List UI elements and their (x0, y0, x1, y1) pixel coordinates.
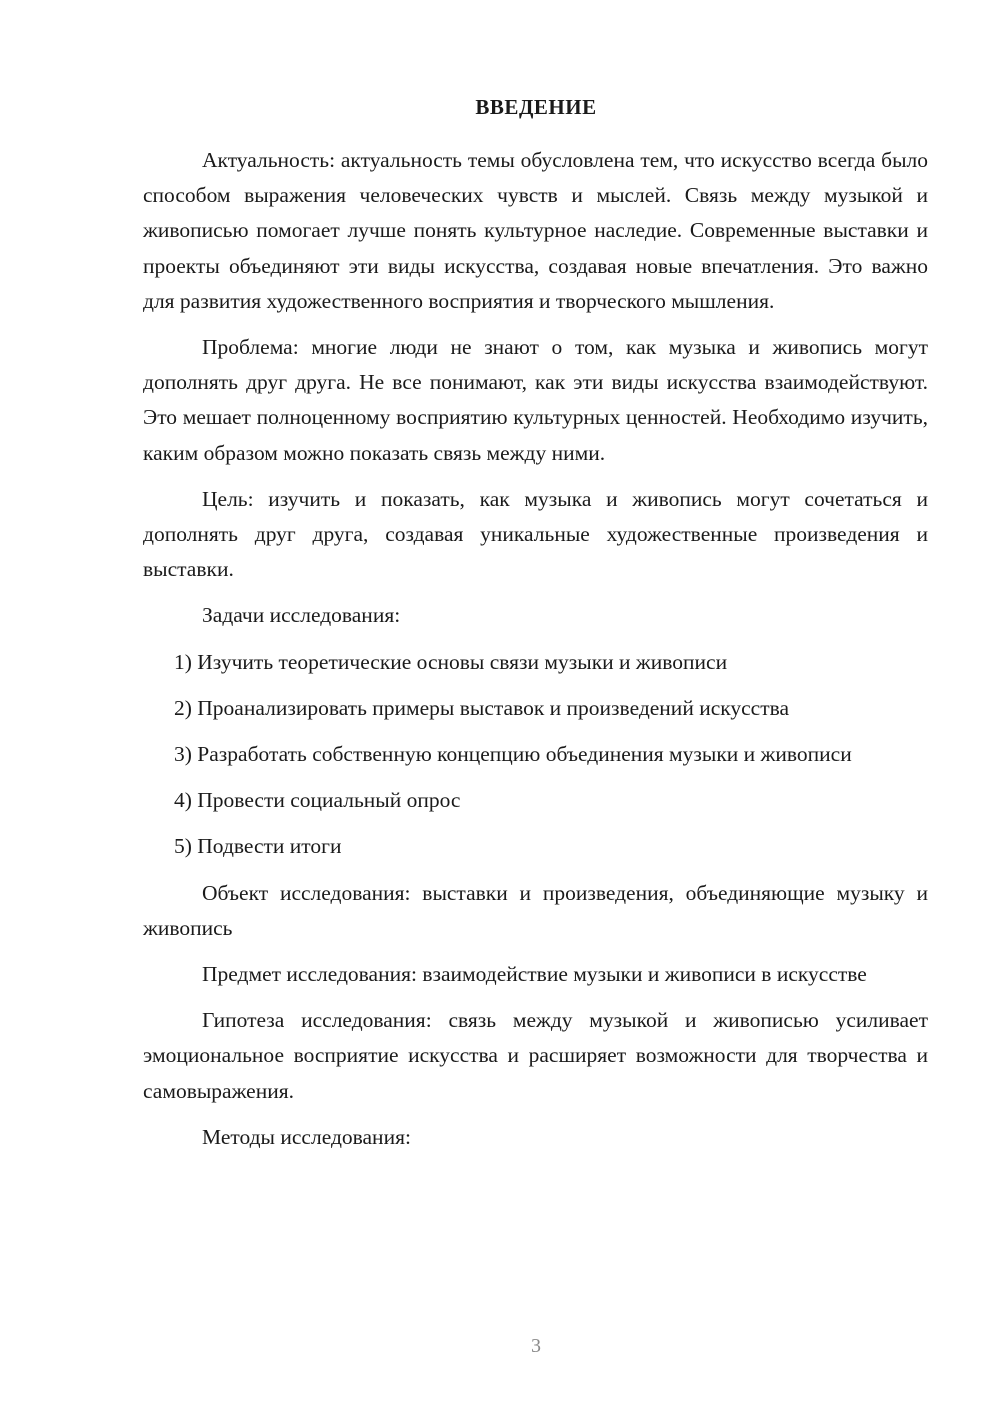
task-item-5: 5) Подвести итоги (174, 834, 342, 859)
task-item-4: 4) Провести социальный опрос (174, 788, 461, 813)
task-item-2: 2) Проанализировать примеры выставок и произведений искусства (174, 695, 790, 720)
section-heading: ВВЕДЕНИЕ (475, 95, 597, 119)
paragraph-object: Объект исследования: выставки и произведения, объединяющие музыку и живопись (143, 880, 928, 940)
task-item-3: 3) Разработать собственную концепцию объединения музыки и живописи (174, 742, 852, 767)
paragraph-hypothesis: Гипотеза исследования: связь между музыкой и живописью усиливает эмоциональное восприятие искусства и расширяет возможности для творчества и самовыражения. (143, 1008, 928, 1103)
paragraph-tasks-intro: Задачи исследования: (202, 603, 401, 628)
page-number: 3 (531, 1335, 541, 1357)
paragraph-methods-intro: Методы исследования: (202, 1124, 411, 1149)
paragraph-relevance: Актуальность: актуальность темы обусловлена тем, что искусство всегда было способом выражения человеческих чувств и мыслей. Связь между музыкой и живописью помогает лучше понять культурное наследие. Современные выставки и проекты объединяют эти виды искусства, создавая новые впечатления. Это важно для развития художественного восприятия и творческого мышления. (143, 148, 928, 313)
paragraph-goal: Цель: изучить и показать, как музыка и живопись могут сочетаться и дополнять друг друга, создавая уникальные художественные произведения и выставки. (143, 486, 928, 582)
paragraph-subject: Предмет исследования: взаимодействие музыки и живописи в искусстве (202, 962, 867, 987)
task-item-1: 1) Изучить теоретические основы связи музыки и живописи (174, 649, 728, 674)
paragraph-problem: Проблема: многие люди не знают о том, как музыка и живопись могут дополнять друг друга. Не все понимают, как эти виды искусства взаимодействуют. Это мешает полноценному восприятию культурных ценностей. Необходимо изучить, каким образом можно показать связь между ними. (143, 335, 928, 465)
document-body (143, 143, 928, 1166)
